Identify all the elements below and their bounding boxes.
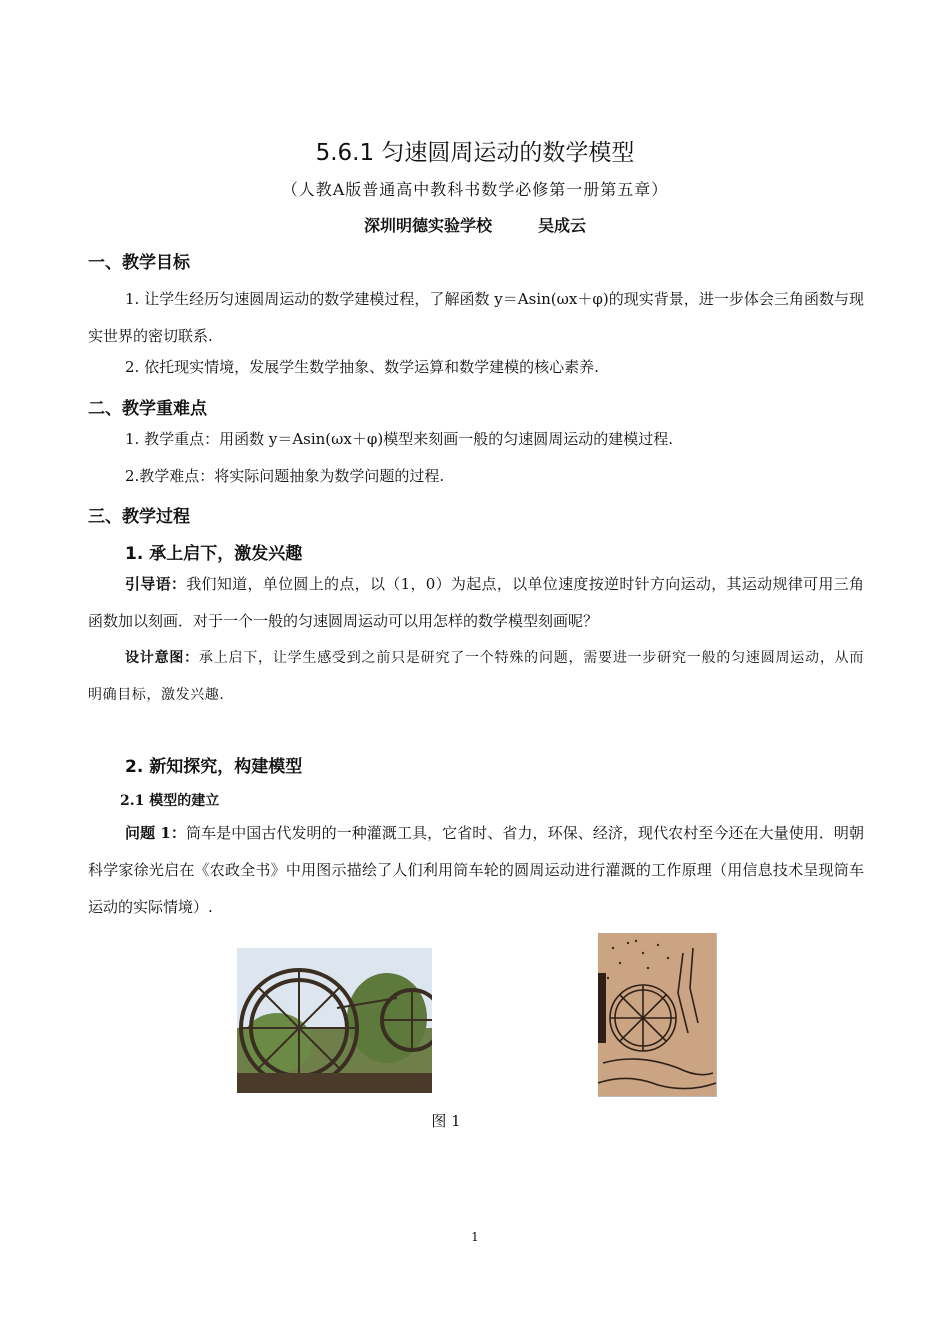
problem-text: 筒车是中国古代发明的一种灌溉工具，它省时、省力，环保、经济，现代农村至今还在大量使用．明朝科学家徐光启在《农政全书》中用图示描绘了人们利用筒车轮的圆周运动进行灌溉的工作原理（用信息技术呈现筒车运动的实际情境）. [88,824,864,916]
problem-paragraph [88,815,864,926]
guide-label: 引导语： [125,575,187,593]
goal-item-1: 1. 让学生经历匀速圆周运动的数学建模过程，了解函数 y＝Asin(ωx＋φ)的现实背景，进一步体会三角函数与现实世界的密切联系. [88,290,864,345]
document-title: 5.6.1 匀速圆周运动的数学模型 [315,140,635,166]
page-number: 1 [471,1230,479,1244]
figure-1 [233,928,717,1098]
author-line [0,213,950,236]
design-paragraph [88,640,864,714]
document-subtitle: （人教A版普通高中教科书数学必修第一册第五章） [281,180,669,199]
design-label: 设计意图： [125,650,199,666]
guide-paragraph [88,566,864,640]
keypoint-item-1: 1. 教学重点：用函数 y＝Asin(ωx＋φ)模型来刻画一般的匀速圆周运动的建模过程. [125,430,673,448]
author-school: 深圳明德实验学校 [363,216,492,235]
problem-label: 问题 1： [125,824,186,842]
nongzheng-illustration [598,933,717,1097]
model-subheading: 2.1 模型的建立 [120,793,220,809]
design-text: 承上启下，让学生感受到之前只是研究了一个特殊的问题，需要进一步研究一般的匀速圆周运动，从而明确目标，激发兴趣. [88,650,865,703]
section-heading-process: 三、教学过程 [88,507,190,527]
step2-heading: 2. 新知探究，构建模型 [125,757,303,777]
keypoint-item-2: 2.教学难点：将实际问题抽象为数学问题的过程. [125,467,445,485]
step1-heading: 1. 承上启下，激发兴趣 [125,544,303,564]
figure-caption: 图 1 [431,1112,461,1130]
author-name: 吴成云 [538,216,587,235]
goal-item-2: 2. 依托现实情境，发展学生数学抽象、数学运算和数学建模的核心素养. [125,358,599,376]
section-heading-keypoints: 二、教学重难点 [88,399,207,419]
guide-text: 我们知道，单位圆上的点，以（1，0）为起点，以单位速度按逆时针方向运动，其运动规律可用三角函数加以刻画．对于一个一般的匀速圆周运动可以用怎样的数学模型刻画呢？ [88,575,864,630]
waterwheel-photo [237,948,432,1093]
section-heading-goals: 一、教学目标 [88,253,190,273]
